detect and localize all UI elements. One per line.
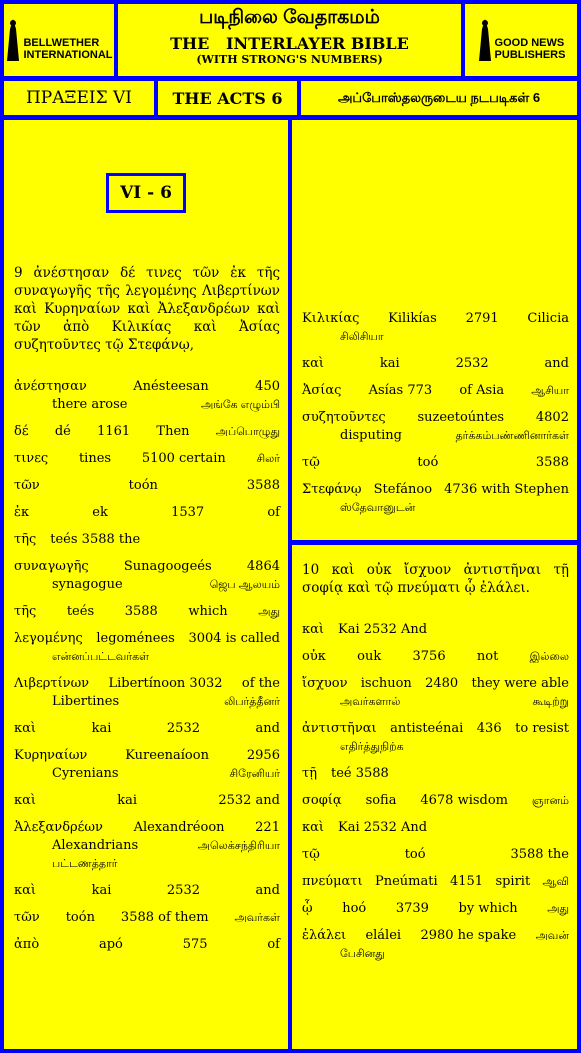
word-part-1: dé [54, 424, 71, 439]
word-entry-line [302, 621, 569, 639]
word-part-0: συναγωγῆς [14, 559, 89, 574]
word-part-0: ἴσχυον [302, 676, 348, 691]
page-title: THE INTERLAYER BIBLE [170, 33, 409, 53]
word-part-0: τῶν [14, 910, 40, 925]
word-entry [302, 792, 569, 810]
word-entry [14, 378, 280, 414]
word-part-2: 2532 and [218, 793, 280, 808]
word-part-0: ἐλάλει [302, 928, 347, 943]
tab-tamil [301, 81, 577, 115]
header-title-box [118, 4, 461, 76]
tab-greek [4, 81, 154, 115]
word-part-2: 3004 is called [188, 631, 280, 646]
word-part-0: Λιβερτίνων [14, 676, 90, 691]
word-entry-line [302, 792, 569, 810]
word-part-2: 4678 wisdom [420, 793, 509, 808]
word-part-1: hoó [342, 901, 367, 916]
word-part-1: Alexandréoon [133, 820, 225, 835]
word-part-3: and [255, 721, 280, 736]
word-part-4: அது [258, 606, 280, 618]
word-entry [302, 720, 569, 756]
word-part-4: அது [547, 903, 569, 915]
word-part-3: spirit [495, 874, 531, 889]
word-part-0: ἀνέστησαν [14, 379, 87, 394]
word-entry-gloss [302, 693, 569, 711]
word-part-3: and [255, 883, 280, 898]
word-entry [14, 792, 280, 810]
word-entry [302, 409, 569, 445]
word-part-0: καὶ [14, 883, 37, 898]
word-part-3: அவன் [535, 930, 569, 942]
word-entry-line [14, 720, 280, 738]
word-part-0: πνεύματι [302, 874, 363, 889]
word-part-1: elálei [365, 928, 402, 943]
word-part-1: Asías 773 [368, 383, 433, 398]
word-part-1: Kilikías [388, 311, 437, 326]
word-part-2: 3588 [124, 604, 158, 619]
word-part-2: 3588 [246, 478, 280, 493]
tamil-title: படிநிலை வேதாகமம் [199, 7, 380, 28]
word-part-0: Κιλικίας [302, 311, 360, 326]
word-part-2: 3588 of them [120, 910, 209, 925]
word-part-1: ek [92, 505, 108, 520]
word-part-1: Pneúmati [374, 874, 438, 889]
word-part-1: Kai 2532 And [338, 622, 428, 637]
gloss-part-0: பட்டணத்தார் [52, 858, 118, 870]
good-news-figure-icon [477, 19, 493, 61]
word-part-0: Ἀσίας [302, 383, 342, 398]
word-part-1: Anésteesan [133, 379, 209, 394]
word-part-0: δέ [14, 424, 29, 439]
bellwether-figure-icon [5, 19, 21, 61]
word-entry-line [14, 504, 280, 522]
word-part-2: 1537 [171, 505, 205, 520]
word-part-2: 3588 [535, 455, 569, 470]
word-entry [14, 675, 280, 711]
word-part-2: 2532 [455, 356, 489, 371]
word-part-0: Στεφάνῳ [302, 482, 362, 497]
page-subtitle: (WITH STRONG'S NUMBERS) [196, 53, 383, 67]
right-logo-line1: GOOD NEWS [494, 37, 565, 49]
word-entry-gloss [302, 427, 569, 445]
word-entry [14, 450, 280, 468]
word-part-2: 221 [255, 820, 280, 835]
word-part-2: 4151 [449, 874, 484, 889]
word-entry-line [302, 481, 569, 499]
word-part-1: teés [66, 604, 95, 619]
gloss-part-0: பேசினது [340, 948, 385, 960]
word-entry-line [302, 454, 569, 472]
word-entry [302, 355, 569, 373]
word-part-1: kai [117, 793, 138, 808]
word-part-2: 575 [182, 937, 208, 952]
word-part-2: 2532 [166, 883, 200, 898]
word-entry-line [14, 603, 280, 621]
word-part-0: ἀπὸ [14, 937, 40, 952]
word-entry [14, 936, 280, 954]
word-entry [302, 621, 569, 639]
tab-greek-label: ΠΡΑΞΕΙΣ VI [25, 88, 133, 108]
gloss-part-1: தர்க்கம்பண்ணினார்கள் [455, 430, 569, 442]
word-part-2: 2980 he spake [420, 928, 517, 943]
good-news-logo [465, 4, 577, 76]
gloss-part-0: synagogue [52, 577, 123, 592]
gloss-part-1: லிபர்த்தீனர் [224, 696, 280, 708]
word-entry [302, 454, 569, 472]
word-part-1: tines [78, 451, 112, 466]
left-column [4, 120, 288, 1049]
word-part-2: 450 [255, 379, 280, 394]
word-part-3: Cilicia [527, 311, 569, 326]
word-part-2: 2791 [465, 311, 499, 326]
bellwether-logo [4, 4, 114, 76]
word-part-2: 3756 [412, 649, 446, 664]
word-part-0: Ἀλεξανδρέων [14, 820, 103, 835]
word-part-0: καὶ [14, 721, 37, 736]
gloss-part-0: disputing [340, 428, 402, 443]
word-part-3: not [476, 649, 499, 664]
gloss-part-1: ஜெப ஆலயம் [209, 579, 280, 591]
word-part-2: 4802 [535, 410, 569, 425]
word-entry-line [14, 882, 280, 900]
left-logo-line2: INTERNATIONAL [23, 49, 113, 61]
word-entry [302, 382, 569, 400]
word-entry [302, 846, 569, 864]
word-entry [14, 531, 280, 549]
word-part-1: suzeetoúntes [417, 410, 505, 425]
word-entry-gloss [14, 576, 280, 594]
word-part-0: καὶ [302, 356, 325, 371]
word-entry-line [14, 675, 280, 693]
word-part-1: kai [91, 883, 112, 898]
word-part-3: by which [458, 901, 518, 916]
word-entry-line [14, 531, 280, 549]
word-entry-gloss [14, 693, 280, 711]
word-entry-line [14, 558, 280, 576]
word-entry-gloss [14, 396, 280, 414]
word-part-1: kai [91, 721, 112, 736]
right-bottom-column [292, 545, 577, 1049]
word-entry-gloss [302, 499, 569, 517]
word-part-0: τῷ [302, 455, 320, 470]
tab-english [158, 81, 297, 115]
word-part-0: τῆς [14, 604, 37, 619]
word-entry-line [14, 630, 280, 648]
word-entry-line [302, 310, 569, 328]
word-part-2: 2956 [246, 748, 280, 763]
word-entry-line [302, 355, 569, 373]
word-part-0: τινες [14, 451, 49, 466]
word-entry [14, 819, 280, 873]
word-entry [302, 873, 569, 891]
right-logo-line2: PUBLISHERS [494, 49, 566, 61]
word-entry [14, 747, 280, 783]
word-part-1: kai [379, 356, 400, 371]
word-entry-line [302, 675, 569, 693]
word-part-3: to resist [515, 721, 569, 736]
word-entry-gloss [14, 855, 280, 873]
word-entry-line [302, 409, 569, 427]
word-entry [302, 819, 569, 837]
word-part-0: ἐκ [14, 505, 30, 520]
word-part-1: teés 3588 the [50, 532, 141, 547]
word-part-2: 5100 certain [141, 451, 226, 466]
word-entry [302, 927, 569, 963]
word-entry [14, 882, 280, 900]
word-entry-line [14, 936, 280, 954]
word-entry-gloss [302, 738, 569, 756]
word-entry-line [302, 927, 569, 945]
word-entry [302, 481, 569, 517]
gloss-part-1: சிரேனியர் [229, 768, 280, 780]
word-entry-line [14, 423, 280, 441]
word-entry [302, 675, 569, 711]
word-part-1: apó [98, 937, 123, 952]
word-part-0: συζητοῦντες [302, 410, 386, 425]
word-part-3: which [188, 604, 228, 619]
word-part-3: ஞானம் [531, 795, 569, 807]
word-entry-line [302, 382, 569, 400]
gloss-part-1: கூடிற்று [532, 696, 569, 708]
word-part-3: they were able [471, 676, 569, 691]
word-part-1: toó [404, 847, 426, 862]
word-part-1: ischuon [360, 676, 412, 691]
word-part-1: sofia [365, 793, 397, 808]
word-part-1: teé 3588 [330, 766, 389, 781]
word-part-0: λεγομένης [14, 631, 83, 646]
word-part-0: τῶν [14, 478, 40, 493]
word-part-0: σοφίᾳ [302, 793, 342, 808]
gloss-part-1: அலெக்சந்திரியா [197, 840, 280, 852]
word-entry [14, 423, 280, 441]
word-entry-line [302, 846, 569, 864]
word-part-4: அப்பொழுது [215, 426, 280, 438]
word-part-0: ᾧ [302, 901, 313, 916]
word-entry-line [302, 900, 569, 918]
word-entry [14, 720, 280, 738]
chapter-label [106, 173, 186, 213]
word-part-1: Kureenaíoon [125, 748, 209, 763]
word-entry-line [302, 648, 569, 666]
word-part-1: legoménees [96, 631, 175, 646]
word-part-1: ouk [357, 649, 382, 664]
gloss-part-0: சிலிசியா [340, 331, 384, 343]
word-part-1: toó [417, 455, 439, 470]
word-part-2: of Asia [459, 383, 505, 398]
word-part-2: 3588 the [510, 847, 569, 862]
word-entry-line [14, 792, 280, 810]
gloss-part-1: அங்கே எழும்பி [201, 399, 280, 411]
word-part-0: οὐκ [302, 649, 326, 664]
word-entry-line [14, 378, 280, 396]
word-entry-gloss [302, 328, 569, 346]
word-part-2: 2480 [425, 676, 459, 691]
gloss-part-0: there arose [52, 397, 128, 412]
word-part-2: 436 [476, 721, 502, 736]
word-part-3: சிலர் [256, 453, 280, 465]
word-part-4: இல்லை [529, 651, 569, 663]
word-part-0: καὶ [302, 820, 325, 835]
word-entry [14, 558, 280, 594]
word-entry-gloss [14, 765, 280, 783]
word-part-0: Κυρηναίων [14, 748, 88, 763]
gloss-part-0: Alexandrians [52, 838, 139, 853]
word-part-1: toón [65, 910, 95, 925]
word-part-0: ἀντιστῆναι [302, 721, 377, 736]
word-part-0: καὶ [14, 793, 37, 808]
word-entry [302, 648, 569, 666]
word-part-1: toón [128, 478, 158, 493]
word-part-3: and [544, 356, 569, 371]
word-entry [14, 477, 280, 495]
word-part-0: τῆς [14, 532, 37, 547]
word-part-1: Sunagoogeés [123, 559, 212, 574]
word-part-0: τῷ [302, 847, 320, 862]
word-entry-line [14, 450, 280, 468]
word-part-1: Libertínoon 3032 [108, 676, 223, 691]
left-logo-line1: BELLWETHER [23, 37, 100, 49]
word-entry [302, 900, 569, 918]
word-part-2: 3739 [395, 901, 429, 916]
word-part-1: Stefánoo [373, 482, 433, 497]
word-entry-line [14, 747, 280, 765]
word-part-3: Then [156, 424, 190, 439]
word-entry [302, 310, 569, 346]
word-entry-line [14, 819, 280, 837]
gloss-part-0: Cyrenians [52, 766, 119, 781]
word-entry [302, 765, 569, 783]
gloss-part-0: Libertines [52, 694, 120, 709]
word-entry-line [14, 477, 280, 495]
gloss-part-0: என்னப்பட்டவர்கள் [52, 651, 150, 663]
verse-10-text: 10 καὶ οὐκ ἴσχυον ἀντιστῆναι τῇ σοφίᾳ καὶ τῷ πνεύματι ᾧ ἐλάλει. [302, 562, 569, 596]
word-part-2: 2532 [166, 721, 200, 736]
word-entry-gloss [14, 837, 280, 855]
word-entry [14, 504, 280, 522]
tab-english-label: THE ACTS 6 [172, 88, 283, 108]
gloss-part-0: அவர்களால் [340, 696, 401, 708]
word-entry [14, 630, 280, 666]
word-entry-line [14, 909, 280, 927]
word-part-2: of the [241, 676, 280, 691]
word-entry [14, 603, 280, 621]
word-entry-gloss [302, 945, 569, 963]
word-part-0: τῇ [302, 766, 317, 781]
gloss-part-0: ஸ்தேவானுடன் [340, 502, 416, 514]
word-entry-gloss [14, 648, 280, 666]
word-part-2: 4736 with Stephen [444, 482, 569, 497]
word-part-3: of [267, 505, 280, 520]
word-part-2: 4864 [246, 559, 280, 574]
gloss-part-0: எதிர்த்துநிற்க [340, 741, 404, 753]
chapter-label-text: VI - 6 [120, 183, 172, 203]
word-part-0: καὶ [302, 622, 325, 637]
right-top-column [292, 120, 577, 540]
word-part-3: ஆசியா [531, 385, 569, 397]
word-entry-line [302, 819, 569, 837]
verse-9-text: 9 ἀνέστησαν δέ τινες τῶν ἐκ τῆς συναγωγῆς τῆς λεγομένης Λιβερτίνων καὶ Κυρηναίων καὶ Ἀλεξανδρέων καὶ τῶν ἀπὸ Κιλικίας καὶ Ἀσίας συζητοῦντες τῷ Στεφάνῳ, [14, 265, 280, 353]
tab-tamil-label: அப்போஸ்தலருடைய நடபடிகள் 6 [337, 89, 541, 105]
word-part-3: அவர்கள் [234, 912, 280, 924]
word-entry-line [302, 720, 569, 738]
word-entry-line [302, 765, 569, 783]
word-part-2: 1161 [97, 424, 131, 439]
word-part-4: ஆவி [542, 876, 569, 888]
word-part-1: antisteénai [390, 721, 464, 736]
word-entry-line [302, 873, 569, 891]
word-entry [14, 909, 280, 927]
word-part-3: of [267, 937, 280, 952]
word-part-1: Kai 2532 And [338, 820, 428, 835]
